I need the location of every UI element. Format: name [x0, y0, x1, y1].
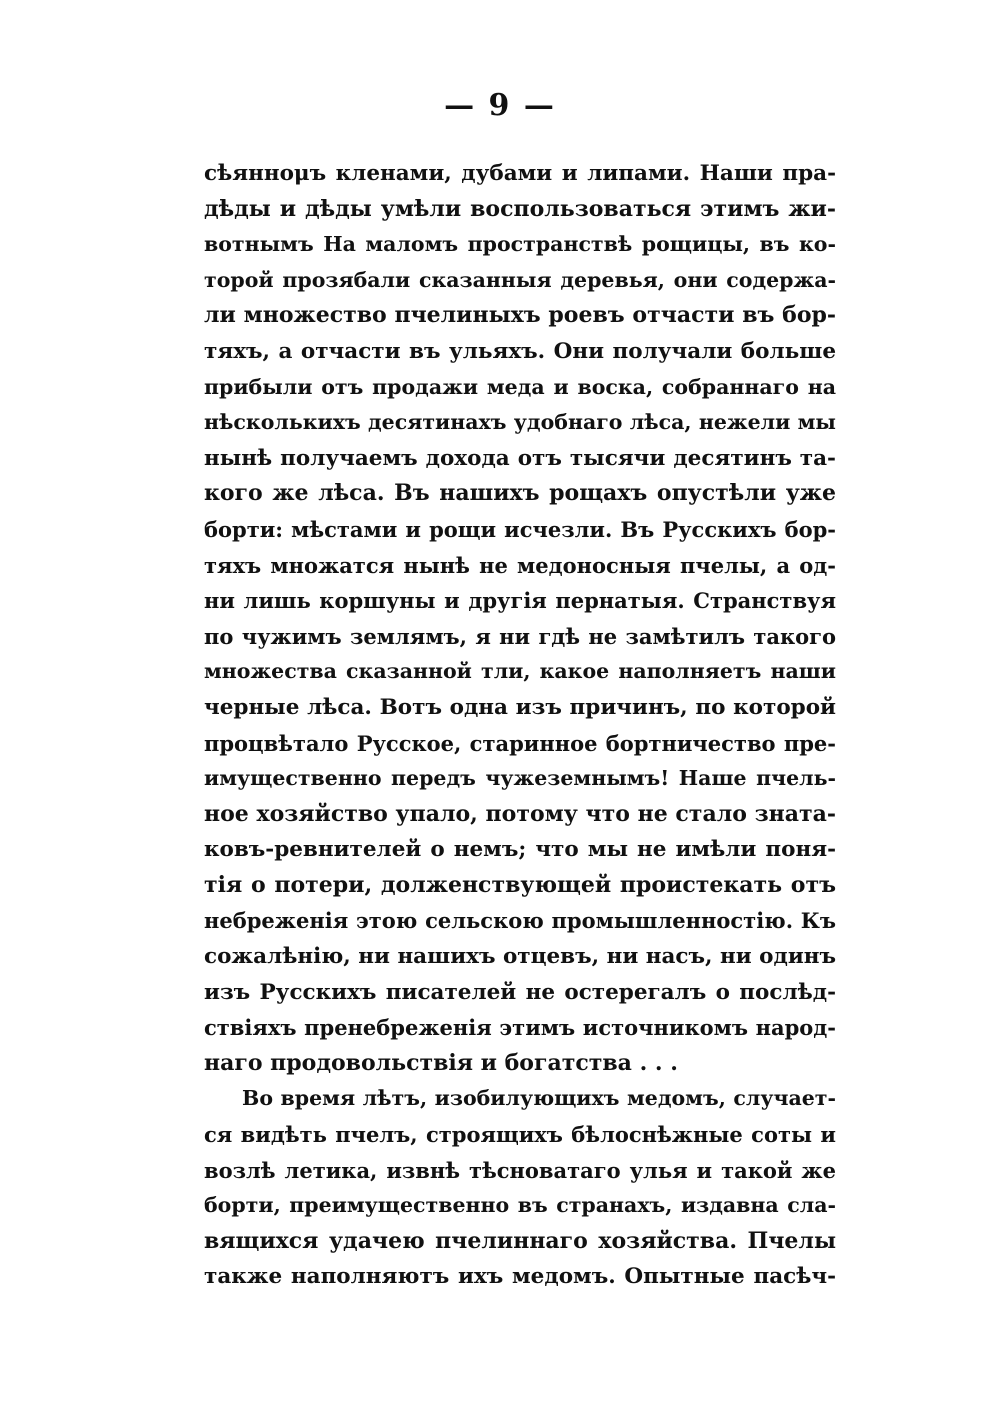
- text-line: ся видѣть пчелъ, строящихъ бѣлоснѣжные соты и: [204, 1122, 836, 1148]
- text-line: дѣды и дѣды умѣли воспользоваться этимъ жи-: [204, 195, 836, 222]
- text-line: нѣсколькихъ десятинахъ удобнаго лѣса, нежели мы: [204, 410, 836, 435]
- text-line: сѣяннομъ кленами, дубами и липами. Наши пра-: [204, 161, 836, 186]
- text-line: ли множество пчелиныхъ роевъ отчасти въ бор-: [204, 302, 836, 329]
- text-line: ное хозяйство упало, потому что не стало зната-: [204, 800, 836, 827]
- text-line: имущественно передъ чужеземнымъ! Наше пчель-: [204, 766, 836, 791]
- body-text: [204, 156, 836, 1295]
- text-line: борти: мѣстами и рощи исчезли. Въ Русскихъ бор-: [204, 516, 836, 542]
- text-line: Во время лѣтъ, изобилующихъ медомъ, случает-: [242, 1086, 836, 1111]
- text-line: тія о потери, долженствующей проистекать отъ: [204, 871, 836, 898]
- text-line: прибыли отъ продажи меда и воска, собраннаго на: [204, 374, 836, 399]
- text-line: по чужимъ землямъ, я ни гдѣ не замѣтилъ такого: [204, 623, 836, 649]
- text-line: торой прозябали сказанныя деревья, они содержа-: [204, 267, 836, 292]
- text-line: борти, преимущественно въ странахъ, издавна сла-: [204, 1193, 836, 1218]
- text-line: возлѣ летика, извнѣ тѣсноватаго улья и такой же: [204, 1157, 836, 1183]
- text-line: изъ Русскихъ писателей не остерегалъ о послѣд-: [204, 979, 836, 1005]
- text-line: множества сказанной тли, какое наполняетъ наши: [204, 659, 836, 684]
- text-line: черные лѣса. Вотъ одна изъ причинъ, по которой: [204, 694, 836, 720]
- text-line: кого же лѣса. Въ нашихъ рощахъ опустѣли уже: [204, 480, 836, 507]
- text-line: вотнымъ На маломъ пространствѣ рощицы, въ ко-: [204, 232, 836, 257]
- text-line: нынѣ получаемъ дохода отъ тысячи десятинъ та-: [204, 445, 836, 471]
- text-line: сожалѣнію, ни нашихъ отцевъ, ни насъ, ни одинъ: [204, 944, 836, 970]
- text-line: ковъ-ревнителей о немъ; что мы не имѣли поня-: [204, 837, 836, 863]
- text-line: процвѣтало Русское, старинное бортничество пре-: [204, 730, 836, 756]
- text-line: ни лишь коршуны и другія пернатыя. Странствуя: [204, 588, 836, 614]
- text-line: также наполняютъ ихъ медомъ. Опытные пасѣч-: [204, 1264, 836, 1290]
- page-number: — 9 —: [444, 88, 556, 123]
- text-line: тяхъ, а отчасти въ ульяхъ. Они получали больше: [204, 338, 836, 364]
- text-line: наго продовольствія и богатства . . .: [204, 1049, 678, 1076]
- text-line: вящихся удачею пчелиннаго хозяйства. Пчелы: [204, 1227, 836, 1254]
- text-line: небреженія этою сельскою промышленностію. Къ: [204, 908, 836, 934]
- text-line: тяхъ множатся нынѣ не медоносныя пчелы, а од-: [204, 552, 836, 578]
- text-line: ствіяхъ пренебреженія этимъ источникомъ народ-: [204, 1015, 836, 1041]
